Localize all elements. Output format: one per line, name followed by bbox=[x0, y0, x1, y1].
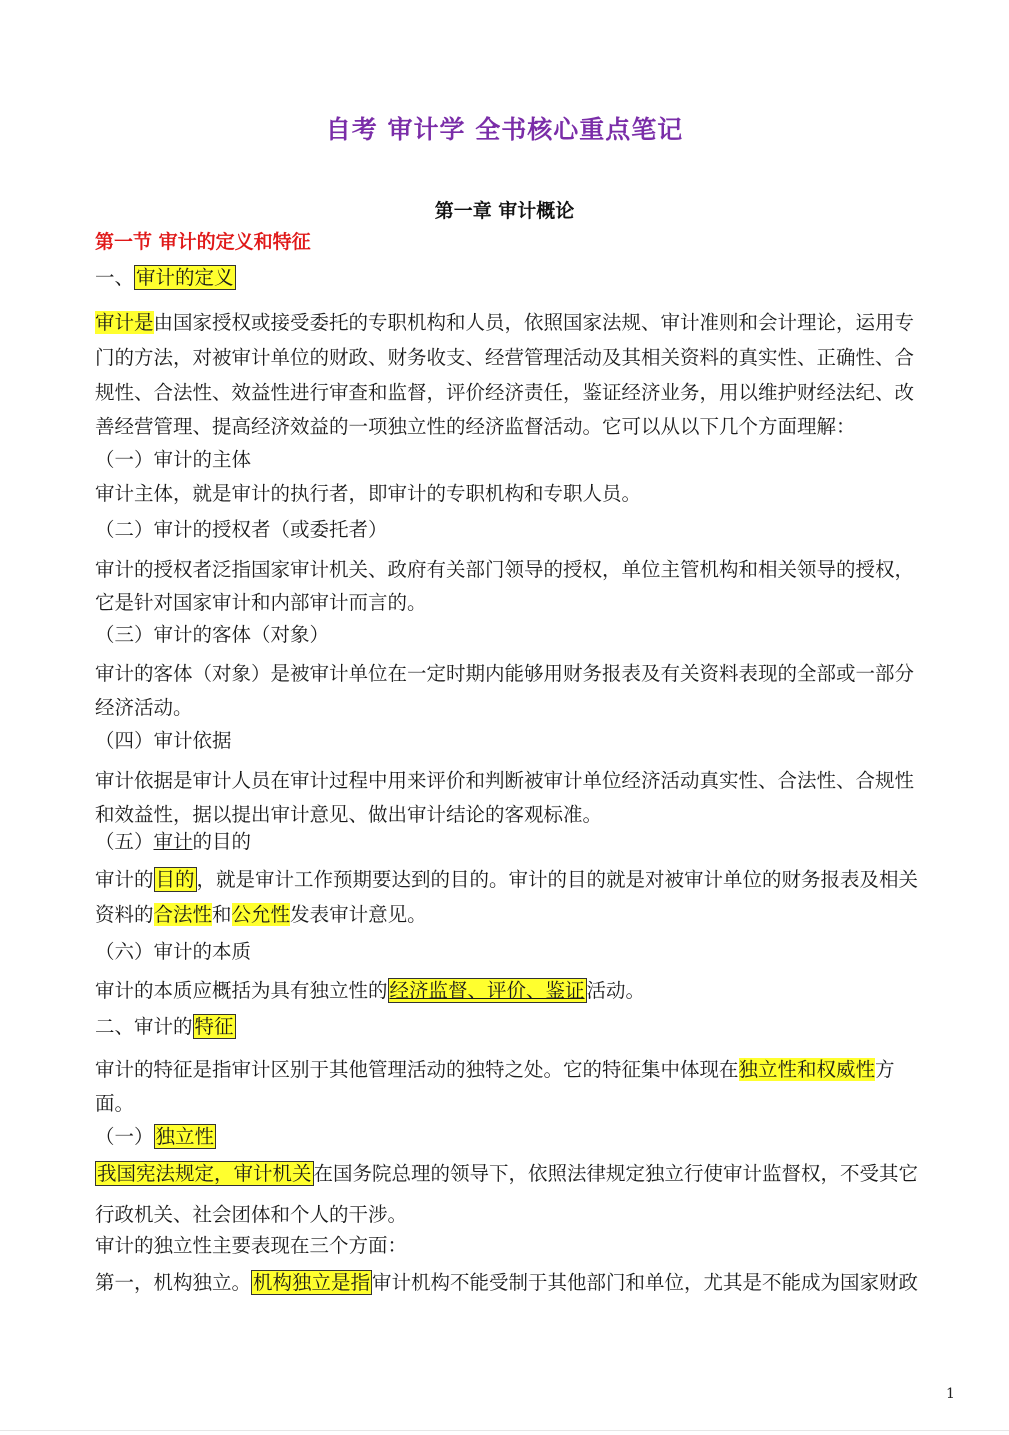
text-run: 的目的 bbox=[192, 830, 252, 853]
paragraph-line bbox=[95, 1057, 895, 1085]
subheading: （二）审计的授权者（或委托者） bbox=[95, 518, 388, 541]
highlighted-term: 合法性 bbox=[153, 903, 213, 926]
text-run: 发表审计意见。 bbox=[290, 903, 427, 926]
text-run: （五） bbox=[95, 830, 154, 853]
section-heading: 第一节 审计的定义和特征 bbox=[95, 231, 311, 253]
paragraph-line: 审计依据是审计人员在审计过程中用来评价和判断被审计单位经济活动真实性、合法性、合规性 bbox=[95, 769, 915, 792]
text-run: 审计的特征是指审计区别于其他管理活动的独特之处。它的特征集中体现在 bbox=[95, 1058, 739, 1081]
heading-prefix: 一、 bbox=[95, 266, 135, 289]
subheading: （四）审计依据 bbox=[95, 729, 232, 752]
text-run: 资料的 bbox=[95, 903, 154, 926]
paragraph-line bbox=[95, 1270, 918, 1298]
text-run: ，就是审计工作预期要达到的目的。审计的目的就是对被审计单位的财务报表及相关 bbox=[196, 868, 919, 891]
highlighted-term: 审计的定义 bbox=[136, 266, 234, 289]
heading-prefix: 二、审计的 bbox=[95, 1015, 193, 1038]
chapter-title: 第一章 审计概论 bbox=[434, 200, 575, 222]
paragraph-line: 和效益性，据以提出审计意见、做出审计结论的客观标准。 bbox=[95, 803, 603, 826]
highlighted-term: 审计是 bbox=[95, 311, 154, 334]
paragraph-line: 善经营管理、提高经济效益的一项独立性的经济监督活动。它可以从以下几个方面理解： bbox=[95, 415, 856, 438]
paragraph-line: 规性、合法性、效益性进行审查和监督，评价经济责任，鉴证经济业务，用以维护财经法纪、改 bbox=[95, 381, 915, 404]
subheading bbox=[95, 1124, 216, 1152]
paragraph-line bbox=[95, 1161, 918, 1189]
paragraph-line bbox=[95, 867, 918, 895]
paragraph-line: 行政机关、社会团体和个人的干涉。 bbox=[95, 1203, 408, 1226]
paragraph-line: 审计的授权者泛指国家审计机关、政府有关部门领导的授权，单位主管机构和相关领导的授权， bbox=[95, 558, 915, 581]
highlighted-term: 独立性 bbox=[155, 1125, 215, 1148]
paragraph-line: 审计的客体（对象）是被审计单位在一定时期内能够用财务报表及有关资料表现的全部或一部分 bbox=[95, 662, 915, 685]
text-run: 审计机构不能受制于其他部门和单位，尤其是不能成为国家财政 bbox=[372, 1271, 919, 1294]
page-number: 1 bbox=[946, 1386, 955, 1402]
paragraph-line: 经济活动。 bbox=[95, 696, 193, 719]
paragraph-line: 审计的独立性主要表现在三个方面： bbox=[95, 1234, 408, 1257]
highlighted-term: 公允性 bbox=[231, 903, 291, 926]
subheading: （一）审计的主体 bbox=[95, 448, 252, 471]
subheading: （三）审计的客体（对象） bbox=[95, 623, 330, 646]
text-run: 和 bbox=[212, 903, 232, 926]
paragraph-line: 审计主体，就是审计的执行者，即审计的专职机构和专职人员。 bbox=[95, 482, 642, 505]
heading-definition bbox=[95, 265, 236, 293]
text-run: 由国家授权或接受委托的专职机构和人员，依照国家法规、审计准则和会计理论，运用专 bbox=[153, 311, 915, 334]
text-run: （一） bbox=[95, 1125, 154, 1148]
highlighted-term: 独立性和权威性 bbox=[738, 1058, 876, 1081]
highlighted-term: 机构独立是指 bbox=[253, 1271, 371, 1294]
paragraph-line bbox=[95, 902, 427, 930]
paragraph-line: 面。 bbox=[95, 1092, 135, 1115]
underlined-term: 审计 bbox=[153, 830, 193, 853]
document-title: 自考 审计学 全书核心重点笔记 bbox=[325, 115, 684, 144]
text-run: 第一，机构独立。 bbox=[95, 1271, 252, 1294]
text-run: 审计的 bbox=[95, 868, 154, 891]
paragraph-line: 它是针对国家审计和内部审计而言的。 bbox=[95, 591, 427, 614]
highlighted-term: 我国宪法规定，审计机关 bbox=[97, 1162, 312, 1185]
text-run: 在国务院总理的领导下，依照法律规定独立行使审计监督权，不受其它 bbox=[313, 1162, 919, 1185]
highlighted-term: 经济监督、评价、鉴证 bbox=[389, 979, 585, 1002]
text-run: 方 bbox=[875, 1058, 895, 1081]
page-bottom-rule bbox=[0, 1430, 1009, 1431]
subheading bbox=[95, 829, 251, 857]
text-run: 审计的本质应概括为具有独立性的 bbox=[95, 979, 388, 1002]
paragraph-line: 门的方法，对被审计单位的财政、财务收支、经营管理活动及其相关资料的真实性、正确性、合 bbox=[95, 346, 915, 369]
subheading: （六）审计的本质 bbox=[95, 940, 252, 963]
paragraph-line bbox=[95, 310, 914, 338]
text-run: 活动。 bbox=[586, 979, 646, 1002]
highlighted-term: 目的 bbox=[155, 868, 195, 891]
highlighted-term: 特征 bbox=[194, 1015, 234, 1038]
paragraph-line bbox=[95, 978, 645, 1006]
heading-features bbox=[95, 1014, 236, 1042]
